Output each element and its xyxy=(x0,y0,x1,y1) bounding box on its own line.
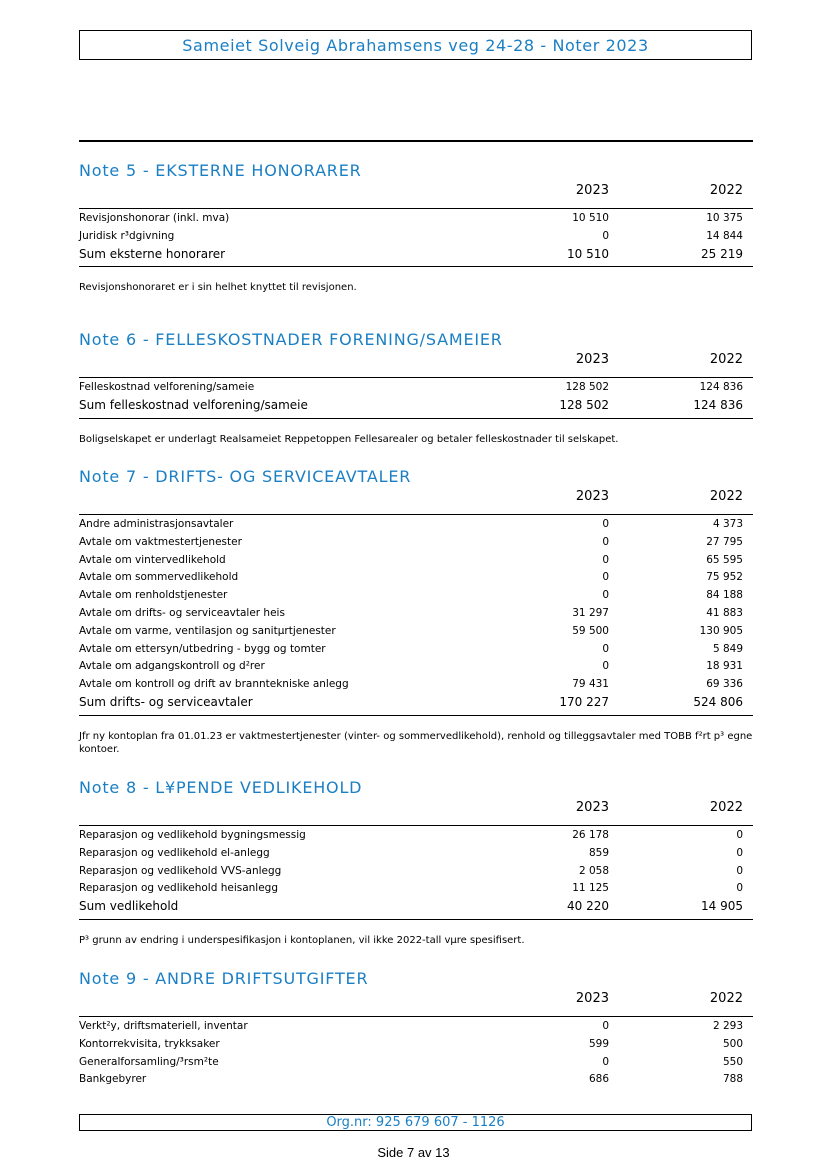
table-row xyxy=(79,623,753,641)
year-current: 2023 xyxy=(575,489,609,504)
table-row xyxy=(79,1036,753,1054)
row-value-2023: 0 xyxy=(602,553,609,566)
table-row xyxy=(79,605,753,623)
sum-label: Sum felleskostnad velforening/sameie xyxy=(79,397,308,412)
row-label: Juridisk r³dgivning xyxy=(79,229,175,242)
year-previous: 2022 xyxy=(709,352,743,367)
row-value-2023: 0 xyxy=(602,571,609,584)
table-row xyxy=(79,569,753,587)
row-label: Verkt²y, driftsmateriell, inventar xyxy=(79,1020,248,1032)
page-number: Side 7 av 13 xyxy=(377,1145,450,1160)
row-label: Reparasjon og vedlikehold heisanlegg xyxy=(79,882,279,895)
note-table xyxy=(79,825,753,920)
row-value-2022: 14 844 xyxy=(706,229,743,242)
row-value-2023: 0 xyxy=(602,229,609,242)
row-value-2022: 10 375 xyxy=(706,212,743,224)
row-label: Avtale om varme, ventilasjon og sanitµrtjenester xyxy=(79,624,336,637)
note-title: Note 6 - FELLESKOSTNADER FORENING/SAMEIER xyxy=(79,330,503,349)
table-row xyxy=(79,210,753,228)
row-label: Felleskostnad velforening/sameie xyxy=(79,381,255,393)
note-title: Note 7 - DRIFTS- OG SERVICEAVTALER xyxy=(79,467,412,486)
row-value-2023: 0 xyxy=(602,535,609,548)
sum-row xyxy=(79,694,753,712)
row-label: Reparasjon og vedlikehold bygningsmessig xyxy=(79,829,306,841)
row-value-2023: 128 502 xyxy=(565,381,609,393)
note-section xyxy=(79,777,753,947)
row-value-2022: 75 952 xyxy=(706,571,743,584)
header-title: Sameiet Solveig Abrahamsens veg 24-28 - Noter 2023 xyxy=(182,35,649,55)
row-label: Revisjonshonorar (inkl. mva) xyxy=(79,212,230,224)
note-comment: Revisjonshonoraret er i sin helhet knyttet til revisjonen. xyxy=(79,282,357,294)
row-value-2022: 2 293 xyxy=(712,1020,743,1032)
year-header xyxy=(79,799,753,819)
row-label: Avtale om vaktmestertjenester xyxy=(79,535,242,548)
row-label: Avtale om drifts- og serviceavtaler heis xyxy=(79,606,285,619)
table-row xyxy=(79,534,753,552)
row-value-2022: 124 836 xyxy=(699,381,743,393)
row-value-2022: 788 xyxy=(722,1073,743,1086)
note-comment: P³ grunn av endring i underspesifikasjon i kontoplanen, vil ikke 2022-tall vµre spesifisert. xyxy=(79,934,525,946)
sum-value-2023: 128 502 xyxy=(559,397,609,412)
row-label: Avtale om sommervedlikehold xyxy=(79,571,239,584)
year-previous: 2022 xyxy=(709,991,743,1006)
row-label: Avtale om ettersyn/utbedring - bygg og tomter xyxy=(79,642,326,655)
row-label: Avtale om kontroll og drift av branntekniske anlegg xyxy=(79,678,349,691)
year-current: 2023 xyxy=(575,800,609,815)
year-current: 2023 xyxy=(575,183,609,198)
sum-label: Sum drifts- og serviceavtaler xyxy=(79,694,253,709)
sum-value-2022: 14 905 xyxy=(701,899,743,914)
sum-value-2023: 10 510 xyxy=(567,246,609,261)
sum-row xyxy=(79,246,753,264)
table-row xyxy=(79,228,753,246)
sum-label: Sum vedlikehold xyxy=(79,899,179,914)
table-row xyxy=(79,587,753,605)
row-value-2023: 599 xyxy=(588,1037,609,1050)
sum-value-2023: 40 220 xyxy=(567,899,609,914)
row-value-2023: 0 xyxy=(602,660,609,673)
table-row xyxy=(79,880,753,898)
sum-value-2022: 124 836 xyxy=(693,397,743,412)
sum-value-2022: 25 219 xyxy=(701,246,743,261)
row-value-2023: 0 xyxy=(602,589,609,602)
row-label: Generalforsamling/³rsm²te xyxy=(79,1055,219,1068)
row-value-2023: 10 510 xyxy=(572,212,609,224)
table-row xyxy=(79,641,753,659)
year-previous: 2022 xyxy=(709,489,743,504)
row-value-2022: 69 336 xyxy=(706,678,743,691)
row-value-2022: 500 xyxy=(722,1037,743,1050)
note-table xyxy=(79,514,753,716)
row-value-2023: 0 xyxy=(602,642,609,655)
note-section xyxy=(79,329,753,446)
row-value-2022: 0 xyxy=(736,846,743,859)
sum-row xyxy=(79,397,753,415)
row-label: Avtale om vintervedlikehold xyxy=(79,553,226,566)
note-title: Note 5 - EKSTERNE HONORARER xyxy=(79,161,362,180)
row-value-2022: 550 xyxy=(722,1055,743,1068)
sum-label: Sum eksterne honorarer xyxy=(79,246,226,261)
note-comment: Jfr ny kontoplan fra 01.01.23 er vaktmestertjenester (vinter- og sommervedlikehold), renhold og tilleggsavtaler med TOBB f²rt p³ egne kontoer. xyxy=(79,730,753,755)
header-divider xyxy=(79,140,753,142)
row-value-2022: 5 849 xyxy=(712,642,743,655)
row-value-2023: 0 xyxy=(602,1020,609,1032)
sum-row xyxy=(79,898,753,916)
note-table xyxy=(79,377,753,419)
org-number: Org.nr: 925 679 607 - 1126 xyxy=(326,1115,505,1130)
row-value-2022: 41 883 xyxy=(706,606,743,619)
note-section xyxy=(79,160,753,294)
document-header xyxy=(79,30,752,60)
row-value-2022: 4 373 xyxy=(712,518,743,530)
table-row xyxy=(79,552,753,570)
year-header xyxy=(79,990,753,1010)
row-value-2023: 11 125 xyxy=(572,882,609,895)
table-row xyxy=(79,1018,753,1036)
row-label: Avtale om renholdstjenester xyxy=(79,589,228,602)
year-previous: 2022 xyxy=(709,183,743,198)
table-row xyxy=(79,379,753,397)
sum-value-2023: 170 227 xyxy=(559,694,609,709)
table-row xyxy=(79,827,753,845)
document-footer xyxy=(79,1114,752,1131)
row-value-2022: 0 xyxy=(736,864,743,877)
year-header xyxy=(79,182,753,202)
row-value-2022: 27 795 xyxy=(706,535,743,548)
row-value-2023: 31 297 xyxy=(572,606,609,619)
note-table xyxy=(79,208,753,267)
table-row xyxy=(79,658,753,676)
year-header xyxy=(79,488,753,508)
note-section xyxy=(79,968,753,1092)
row-value-2022: 0 xyxy=(736,882,743,895)
row-value-2023: 59 500 xyxy=(572,624,609,637)
row-value-2023: 2 058 xyxy=(578,864,609,877)
table-row xyxy=(79,1054,753,1072)
row-value-2023: 79 431 xyxy=(572,678,609,691)
year-previous: 2022 xyxy=(709,800,743,815)
row-value-2022: 0 xyxy=(736,829,743,841)
row-label: Avtale om adgangskontroll og d²rer xyxy=(79,660,265,673)
table-row xyxy=(79,516,753,534)
table-row xyxy=(79,863,753,881)
row-label: Reparasjon og vedlikehold VVS-anlegg xyxy=(79,864,282,877)
row-label: Kontorrekvisita, trykksaker xyxy=(79,1037,220,1050)
year-current: 2023 xyxy=(575,352,609,367)
note-title: Note 8 - L¥PENDE VEDLIKEHOLD xyxy=(79,778,363,797)
row-label: Reparasjon og vedlikehold el-anlegg xyxy=(79,846,270,859)
note-table xyxy=(79,1016,753,1092)
year-current: 2023 xyxy=(575,991,609,1006)
note-comment: Boligselskapet er underlagt Realsameiet Reppetoppen Fellesarealer og betaler felleskostnader til selskapet. xyxy=(79,433,619,445)
row-value-2023: 0 xyxy=(602,518,609,530)
year-header xyxy=(79,351,753,371)
row-value-2022: 84 188 xyxy=(706,589,743,602)
note-section xyxy=(79,466,753,756)
note-title: Note 9 - ANDRE DRIFTSUTGIFTER xyxy=(79,969,369,988)
row-value-2023: 26 178 xyxy=(572,829,609,841)
sum-value-2022: 524 806 xyxy=(693,694,743,709)
table-row xyxy=(79,1071,753,1089)
row-value-2022: 130 905 xyxy=(699,624,743,637)
row-value-2022: 65 595 xyxy=(706,553,743,566)
table-row xyxy=(79,845,753,863)
row-value-2023: 0 xyxy=(602,1055,609,1068)
row-value-2022: 18 931 xyxy=(706,660,743,673)
table-row xyxy=(79,676,753,694)
row-value-2023: 686 xyxy=(588,1073,609,1086)
row-value-2023: 859 xyxy=(588,846,609,859)
row-label: Andre administrasjonsavtaler xyxy=(79,518,234,530)
row-label: Bankgebyrer xyxy=(79,1073,147,1086)
